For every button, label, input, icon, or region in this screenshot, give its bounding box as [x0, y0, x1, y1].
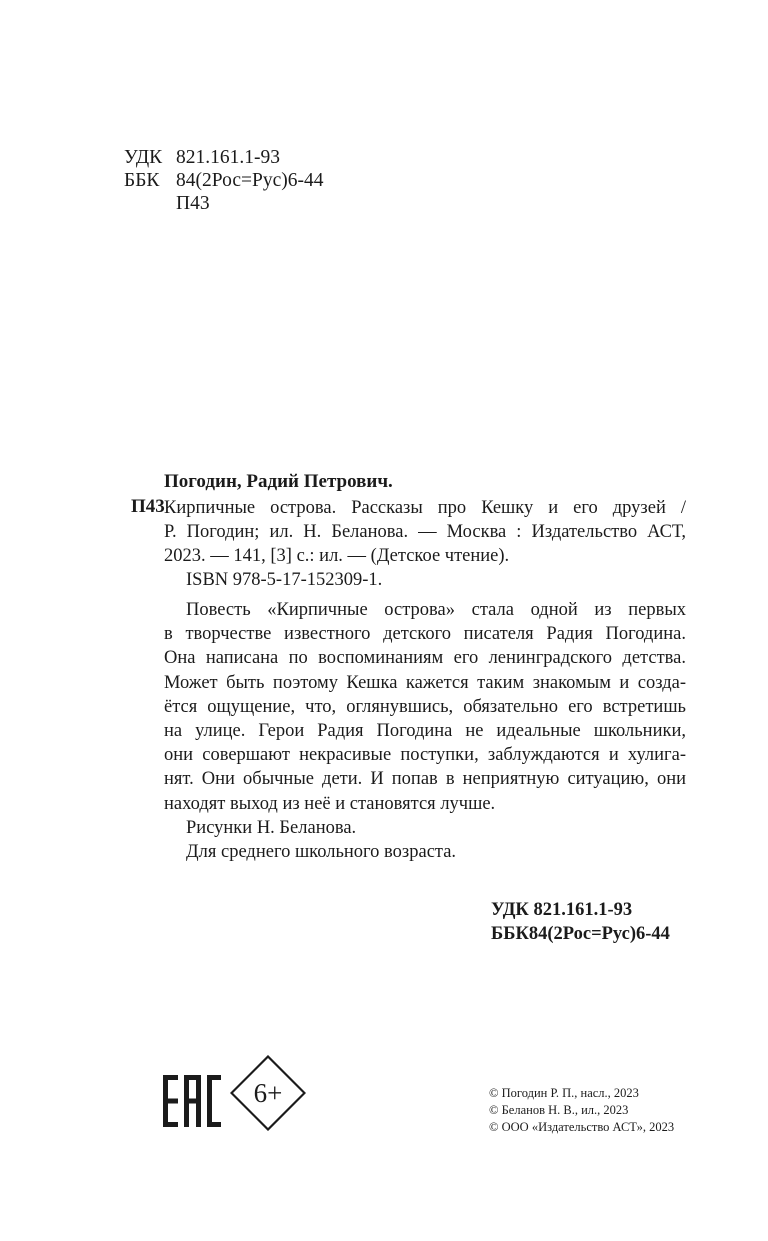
- isbn: ISBN 978-5-17-152309-1.: [186, 570, 383, 590]
- biblio-line: Р. Погодин; ил. Н. Беланова. — Москва : Издательство АСТ,: [164, 522, 686, 542]
- bbk-label: ББК: [124, 170, 160, 191]
- eac-logo-icon: [163, 1075, 221, 1127]
- annotation-line: Она написана по воспоминаниям его ленинградского детства.: [164, 648, 686, 669]
- copyright-line: © Беланов Н. В., ил., 2023: [489, 1103, 629, 1117]
- annotation-line: на улице. Герои Радия Погодина не идеальные школьники,: [164, 721, 686, 742]
- udk-label: УДК: [124, 147, 163, 168]
- annotation-line: нят. Они обычные дети. И попав в неприятную ситуацию, они: [164, 769, 686, 790]
- biblio-line: Кирпичные острова. Рассказы про Кешку и его друзей /: [164, 498, 686, 518]
- annotation: [164, 598, 686, 864]
- annotation-line: ётся ощущение, что, оглянувшись, обязательно его встретишь: [164, 696, 686, 717]
- catalog-author: Погодин, Радий Петрович.: [164, 471, 393, 492]
- bibliographic-description: [164, 496, 686, 568]
- udk-value: 821.161.1-93: [176, 147, 280, 168]
- catalog-author-code: П43: [131, 496, 165, 517]
- copyright-line: © ООО «Издательство АСТ», 2023: [489, 1120, 675, 1134]
- annotation-line: в творчестве известного детского писателя Радия Погодина.: [164, 624, 686, 645]
- bbk-value: 84(2Рос=Рус)6-44: [176, 170, 324, 191]
- age-rating: 6+: [253, 1077, 283, 1108]
- annotation-line: Может быть поэтому Кешка кажется таким знакомым и созда-: [164, 672, 686, 693]
- audience-note: Для среднего школьного возраста.: [186, 842, 457, 863]
- copyright-block: [489, 1085, 674, 1136]
- classification-codes-bottom: [491, 898, 670, 946]
- annotation-line: находят выход из неё и становятся лучше.: [164, 793, 496, 814]
- bbk-code: ББК84(2Рос=Рус)6-44: [491, 924, 670, 944]
- illustrations-credit: Рисунки Н. Беланова.: [186, 817, 357, 838]
- author-mark: П43: [176, 193, 210, 214]
- biblio-line: 2023. — 141, [3] с.: ил. — (Детское чтение).: [164, 546, 510, 566]
- classification-codes-top: [124, 146, 323, 215]
- annotation-line: они совершают некрасивые поступки, заблуждаются и хулига-: [164, 745, 686, 766]
- copyright-line: © Погодин Р. П., насл., 2023: [489, 1086, 639, 1100]
- udk-code: УДК 821.161.1-93: [491, 900, 633, 920]
- annotation-line: Повесть «Кирпичные острова» стала одной из первых: [186, 600, 686, 620]
